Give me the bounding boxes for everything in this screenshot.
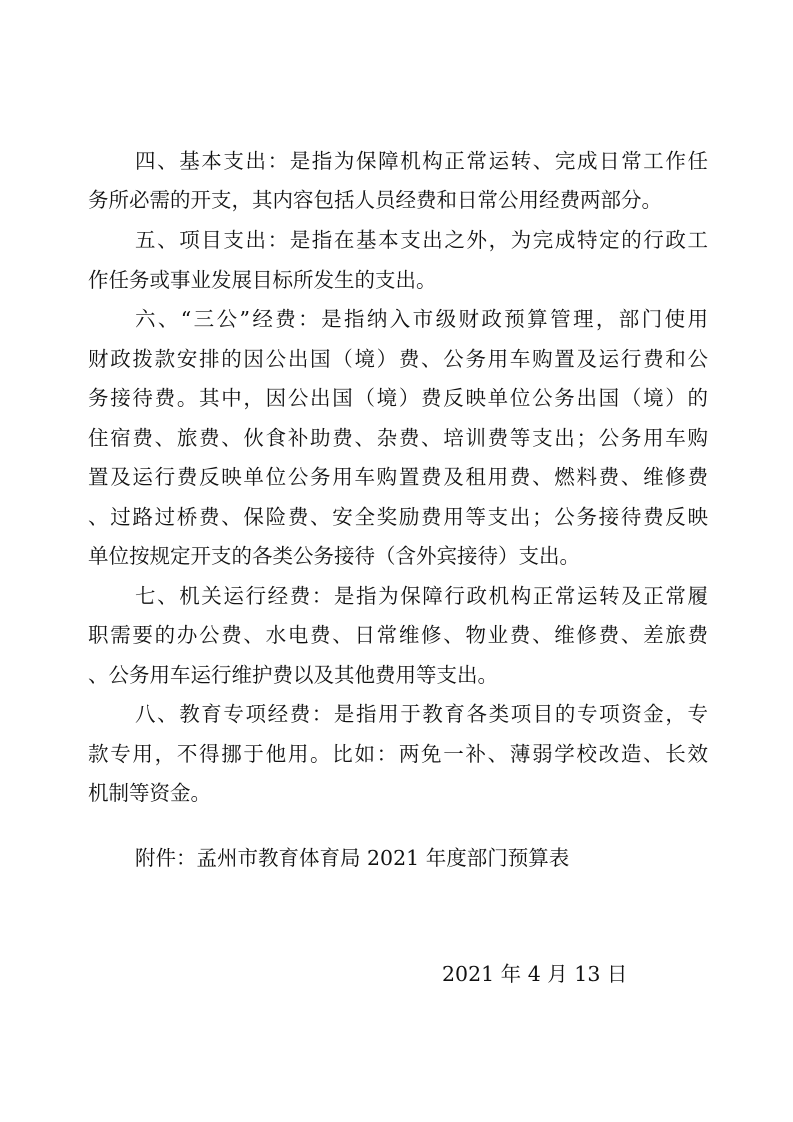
paragraph-7-line-1: 七、机关运行经费：是指为保障行政机构正常运转及正常履 (135, 584, 708, 608)
paragraph-8-line-3: 机制等资金。 (88, 781, 211, 805)
paragraph-8-line-1: 八、教育专项经费：是指用于教育各类项目的专项资金，专 (135, 702, 708, 726)
paragraph-7-line-3: 、公务用车运行维护费以及其他费用等支出。 (88, 663, 498, 687)
paragraph-6-line-3: 务接待费。其中，因公出国（境）费反映单位公务出国（境）的 (88, 386, 708, 410)
paragraph-5-line-1: 五、项目支出：是指在基本支出之外，为完成特定的行政工 (135, 228, 708, 252)
paragraph-6-line-6: 、过路过桥费、保险费、安全奖励费用等支出；公务接待费反映 (88, 505, 708, 529)
paragraph-8-line-2: 款专用，不得挪于他用。比如：两免一补、薄弱学校改造、长效 (88, 742, 708, 766)
paragraph-6-line-1: 六、“三公”经费：是指纳入市级财政预算管理，部门使用 (135, 307, 708, 331)
paragraph-6-line-7: 单位按规定开支的各类公务接待（含外宾接待）支出。 (88, 544, 580, 568)
paragraph-6-line-2: 财政拨款安排的因公出国（境）费、公务用车购置及运行费和公 (88, 347, 708, 371)
paragraph-7-line-2: 职需要的办公费、水电费、日常维修、物业费、维修费、差旅费 (88, 623, 708, 647)
paragraph-6-line-5: 置及运行费反映单位公务用车购置费及租用费、燃料费、维修费 (88, 465, 708, 489)
attachment-note: 附件：孟州市教育体育局 2021 年度部门预算表 (135, 846, 570, 870)
paragraph-6-line-4: 住宿费、旅费、伙食补助费、杂费、培训费等支出；公务用车购 (88, 426, 708, 450)
paragraph-4-line-1: 四、基本支出：是指为保障机构正常运转、完成日常工作任 (135, 149, 708, 173)
document-date: 2021 年 4 月 13 日 (442, 962, 628, 986)
paragraph-4-line-2: 务所必需的开支，其内容包括人员经费和日常公用经费两部分。 (88, 188, 662, 212)
paragraph-5-line-2: 作任务或事业发展目标所发生的支出。 (88, 268, 437, 292)
